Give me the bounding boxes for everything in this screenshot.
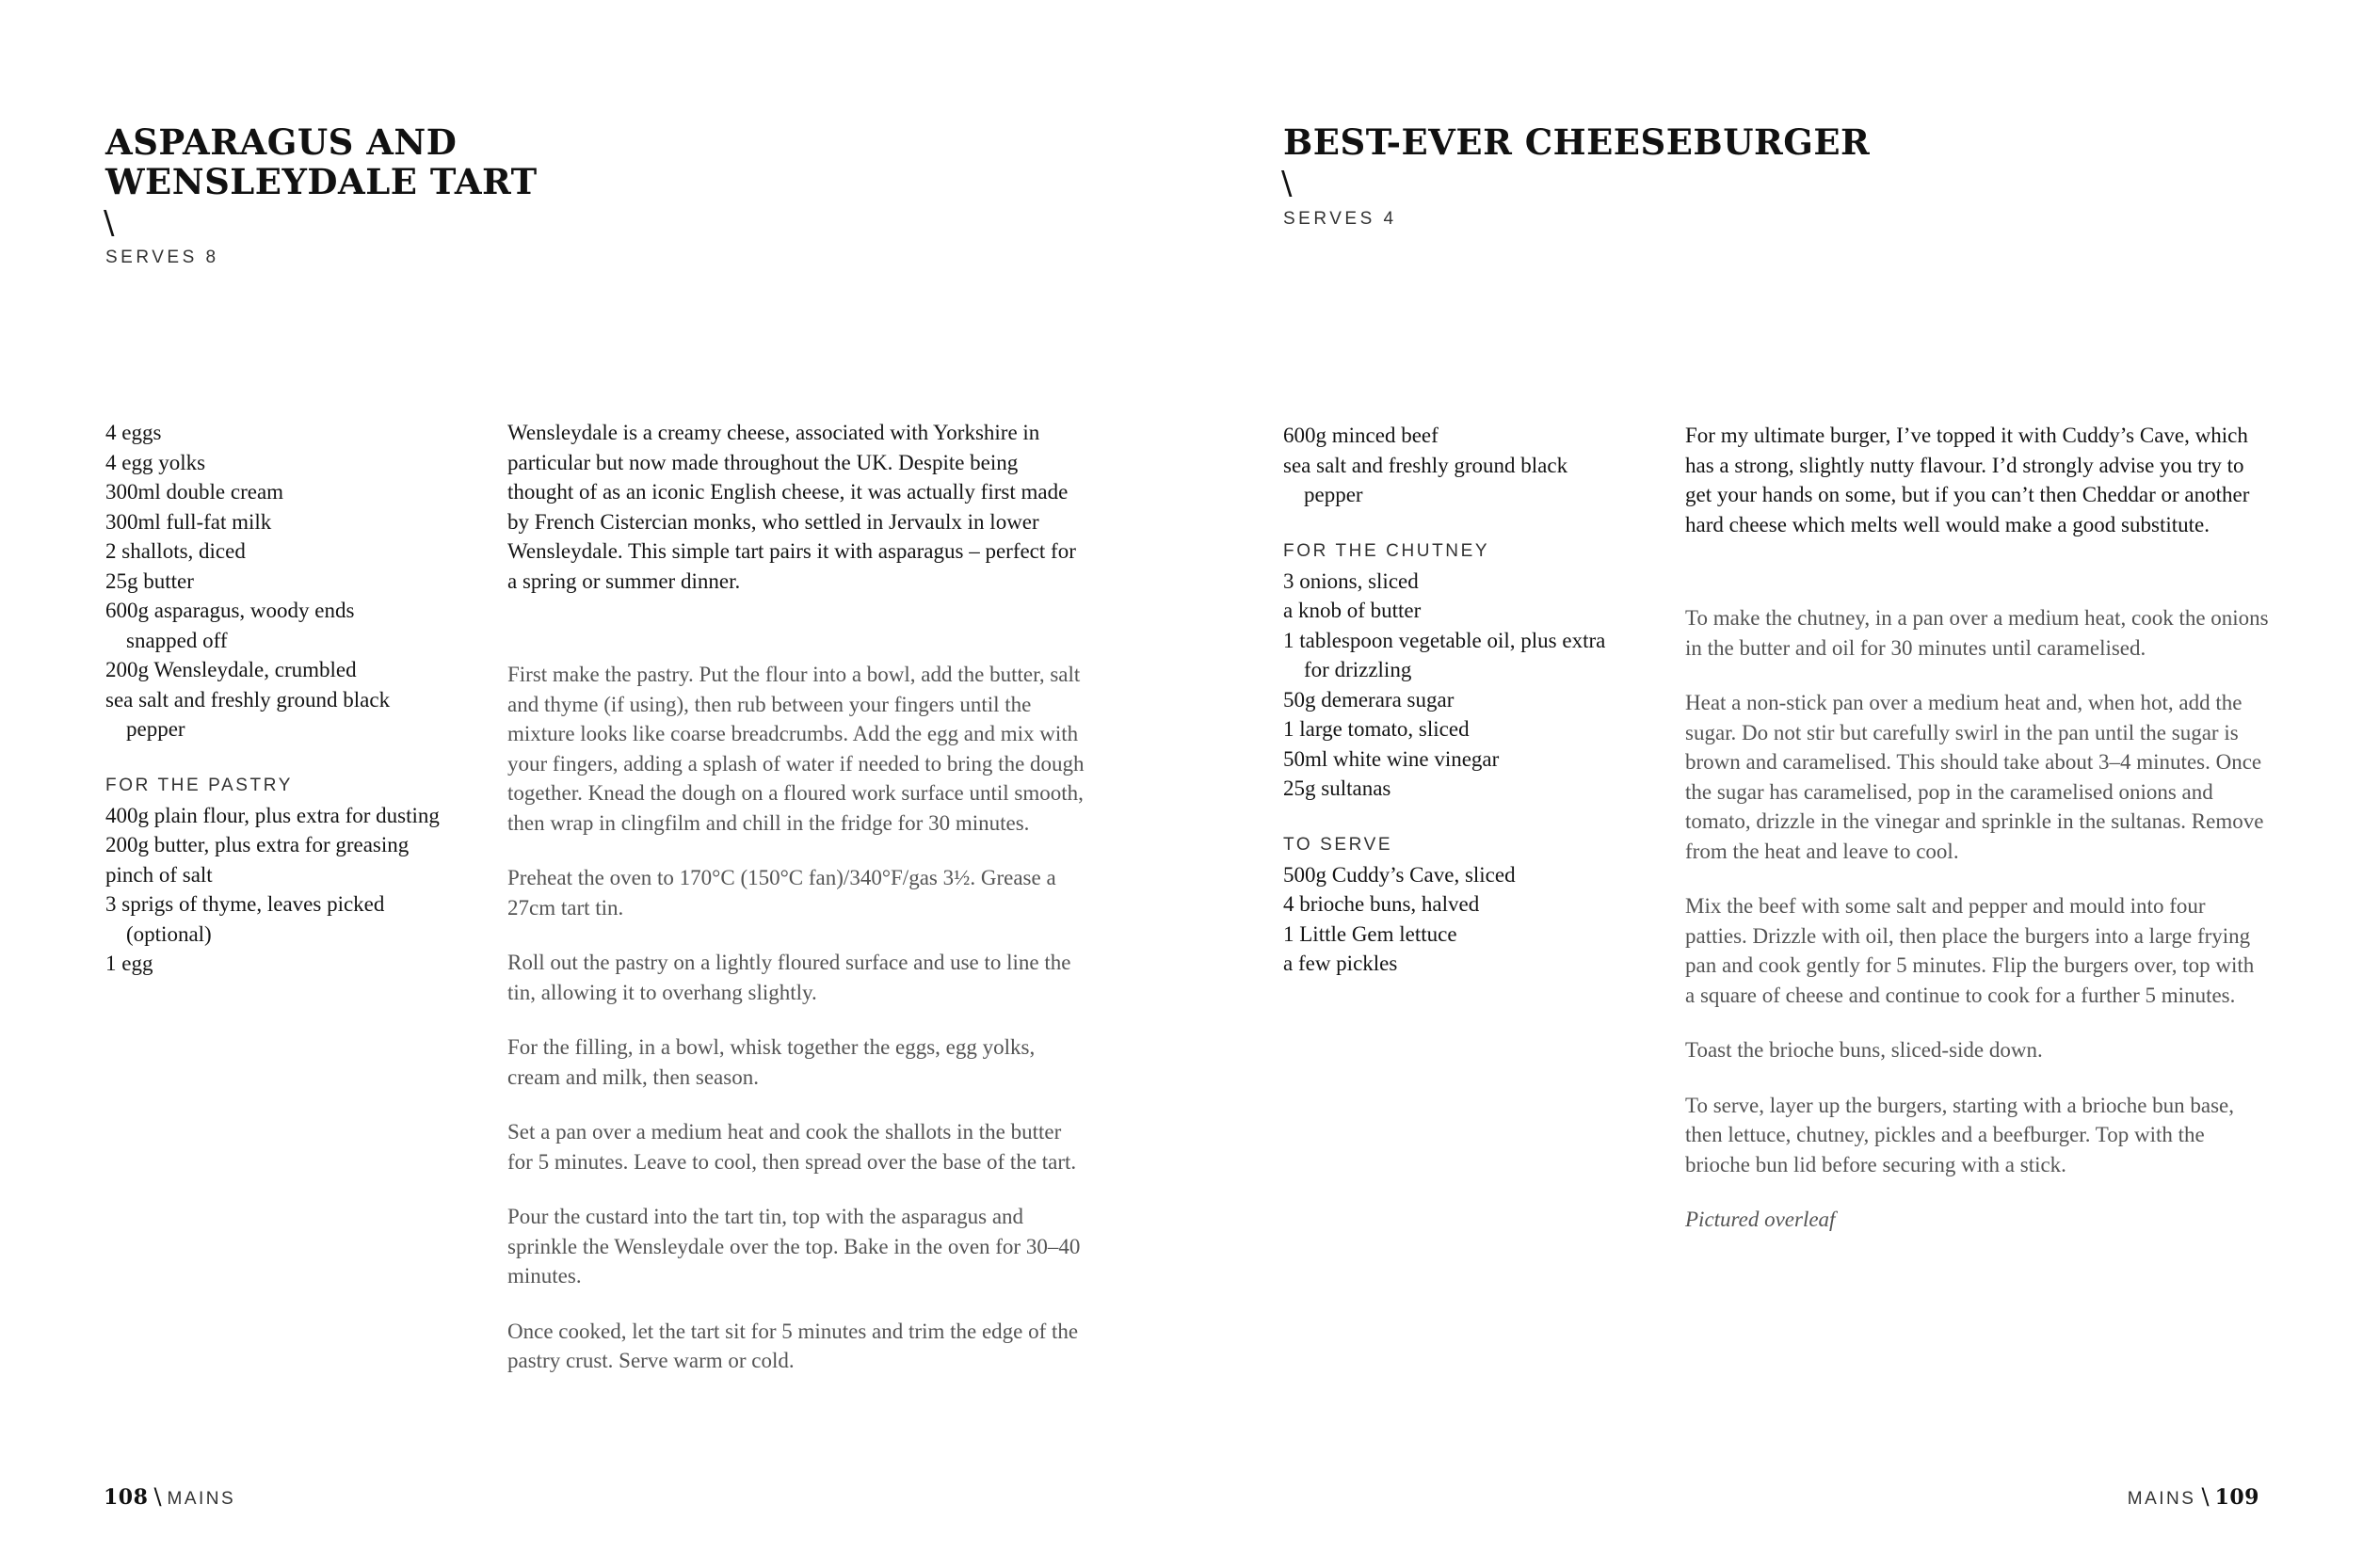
ingredient-item: 3 onions, sliced <box>1283 568 1419 593</box>
page-number: 108 <box>104 1485 149 1510</box>
method-step: First make the pastry. Put the flour into a bowl, add the butter, salt and thyme (if using), then rub between your fingers until the mixture looks like coarse breadcrumbs. Add the egg and mix with your fingers, adding a splash of water if needed to bring the dough together. Knead the dough on a floured work surface until smooth, then wrap in clingfilm and chill in the fridge for 30 minutes. <box>507 663 1085 835</box>
ingredient-item: 4 egg yolks <box>105 450 206 474</box>
method-column <box>507 418 1086 1401</box>
ingredient-item: a few pickles <box>1283 952 1398 975</box>
pictured-note: Pictured overleaf <box>1685 1208 1836 1231</box>
right-page <box>1182 0 2363 1568</box>
ingredient-item: a knob of butter <box>1283 599 1422 622</box>
ingredient-list <box>105 418 482 744</box>
recipe-intro: For my ultimate burger, I’ve topped it with Cuddy’s Cave, which has a strong, slightly nutty flavour. I’d strongly advise you try to get your hands on some, but if you can’t then Cheddar or another hard cheese which melts well would make a good substitute. <box>1685 424 2250 536</box>
method-step: For the filling, in a bowl, whisk together the eggs, egg yolks, cream and milk, then season. <box>507 1035 1036 1089</box>
ingredients-column <box>1283 421 1622 979</box>
ingredient-item: sea salt and freshly ground black pepper <box>1283 453 1568 506</box>
ingredient-item: 500g Cuddy’s Cave, sliced <box>1283 862 1516 887</box>
ingredient-item: 600g minced beef <box>1283 424 1439 447</box>
method-step: Once cooked, let the tart sit for 5 minutes and trim the edge of the pastry crust. Serve warm or cold. <box>507 1319 1079 1372</box>
ingredient-item: 1 large tomato, sliced <box>1283 717 1470 741</box>
recipe-title: ASPARAGUS AND WENSLEYDALE TART <box>105 121 538 202</box>
ingredient-item: 1 egg <box>105 952 153 975</box>
pastry-list <box>105 801 482 979</box>
footer-slash: \ <box>153 1483 162 1510</box>
page-number: 109 <box>2214 1485 2259 1510</box>
ingredient-item: pinch of salt <box>105 862 213 887</box>
ingredient-item: 3 sprigs of thyme, leaves picked (optional) <box>105 892 385 946</box>
serves-label: SERVES 4 <box>1283 209 1397 229</box>
ingredient-item: 300ml double cream <box>105 480 284 504</box>
method-step: Mix the beef with some salt and pepper and mould into four patties. Drizzle with oil, then place the burgers into a large frying pan and cook gently for 5 minutes. Flip the burgers over, top with a square of cheese and continue to cook for a further 5 minutes. <box>1685 894 2255 1007</box>
page-footer <box>104 1485 235 1511</box>
ingredient-item: 1 Little Gem lettuce <box>1283 921 1457 946</box>
ingredient-item: 200g butter, plus extra for greasing <box>105 833 410 856</box>
ingredient-item: 50g demerara sugar <box>1283 687 1455 712</box>
method-step: To make the chutney, in a pan over a medium heat, cook the onions in the butter and oil for 30 minutes until caramelised. <box>1685 606 2269 660</box>
section-label: MAINS <box>167 1489 236 1509</box>
chutney-list <box>1283 567 1622 804</box>
ingredient-item: 1 tablespoon vegetable oil, plus extra for drizzling <box>1283 628 1606 681</box>
page-footer <box>2128 1485 2259 1511</box>
ingredient-item: sea salt and freshly ground black pepper <box>105 687 391 741</box>
recipe-intro: Wensleydale is a creamy cheese, associated with Yorkshire in particular but now made throughout the UK. Despite being thought of as an iconic English cheese, it was actually first made by French Cistercian monks, who settled in Jervaulx in lower Wensleydale. This simple tart pairs it with asparagus – perfect for a spring or summer dinner. <box>507 421 1076 593</box>
method-step: To serve, layer up the burgers, starting with a brioche bun base, then lettuce, chutney, pickles and a beefburger. Top with the brioche bun lid before securing with a stick. <box>1685 1093 2235 1176</box>
serves-label: SERVES 8 <box>105 248 219 267</box>
pastry-heading: FOR THE PASTRY <box>105 775 293 795</box>
method-step: Set a pan over a medium heat and cook the shallots in the butter for 5 minutes. Leave to cool, then spread over the base of the tart. <box>507 1120 1077 1174</box>
ingredient-item: 4 brioche buns, halved <box>1283 892 1480 916</box>
method-step: Preheat the oven to 170°C (150°C fan)/340°F/gas 3½. Grease a 27cm tart tin. <box>507 866 1056 920</box>
chutney-heading: FOR THE CHUTNEY <box>1283 540 1490 561</box>
ingredient-item: 200g Wensleydale, crumbled <box>105 658 357 681</box>
method-column <box>1685 421 2269 1235</box>
ingredient-item: 400g plain flour, plus extra for dusting <box>105 803 440 827</box>
ingredient-list <box>1283 421 1622 510</box>
method-step: Toast the brioche buns, sliced-side down. <box>1685 1038 2043 1062</box>
ingredient-item: 600g asparagus, woody ends snapped off <box>105 599 355 652</box>
footer-slash: \ <box>2201 1483 2210 1510</box>
ingredient-item: 25g sultanas <box>1283 776 1391 800</box>
section-label: MAINS <box>2127 1489 2196 1509</box>
serve-list <box>1283 860 1622 979</box>
ingredient-item: 300ml full-fat milk <box>105 509 272 534</box>
ingredients-column <box>105 418 482 979</box>
ingredient-item: 50ml white wine vinegar <box>1283 746 1500 771</box>
title-slash: \ <box>1281 165 1293 202</box>
serve-heading: TO SERVE <box>1283 834 1393 855</box>
title-slash: \ <box>104 204 115 242</box>
ingredient-item: 2 shallots, diced <box>105 539 246 563</box>
ingredient-item: 25g butter <box>105 568 194 593</box>
method-step: Heat a non-stick pan over a medium heat and, when hot, add the sugar. Do not stir but carefully swirl in the pan until the sugar is brown and caramelised. This should take about 3–4 minutes. Once the sugar has caramelised, pop in the caramelised onions and tomato, drizzle in the vinegar and sprinkle in the sultanas. Remove from the heat and leave to cool. <box>1685 691 2264 863</box>
recipe-title: BEST-EVER CHEESEBURGER <box>1283 121 1871 163</box>
ingredient-item: 4 eggs <box>105 421 162 444</box>
method-step: Pour the custard into the tart tin, top with the asparagus and sprinkle the Wensleydale over the top. Bake in the oven for 30–40 minutes. <box>507 1205 1081 1288</box>
method-step: Roll out the pastry on a lightly floured surface and use to line the tin, allowing it to overhang slightly. <box>507 951 1071 1004</box>
